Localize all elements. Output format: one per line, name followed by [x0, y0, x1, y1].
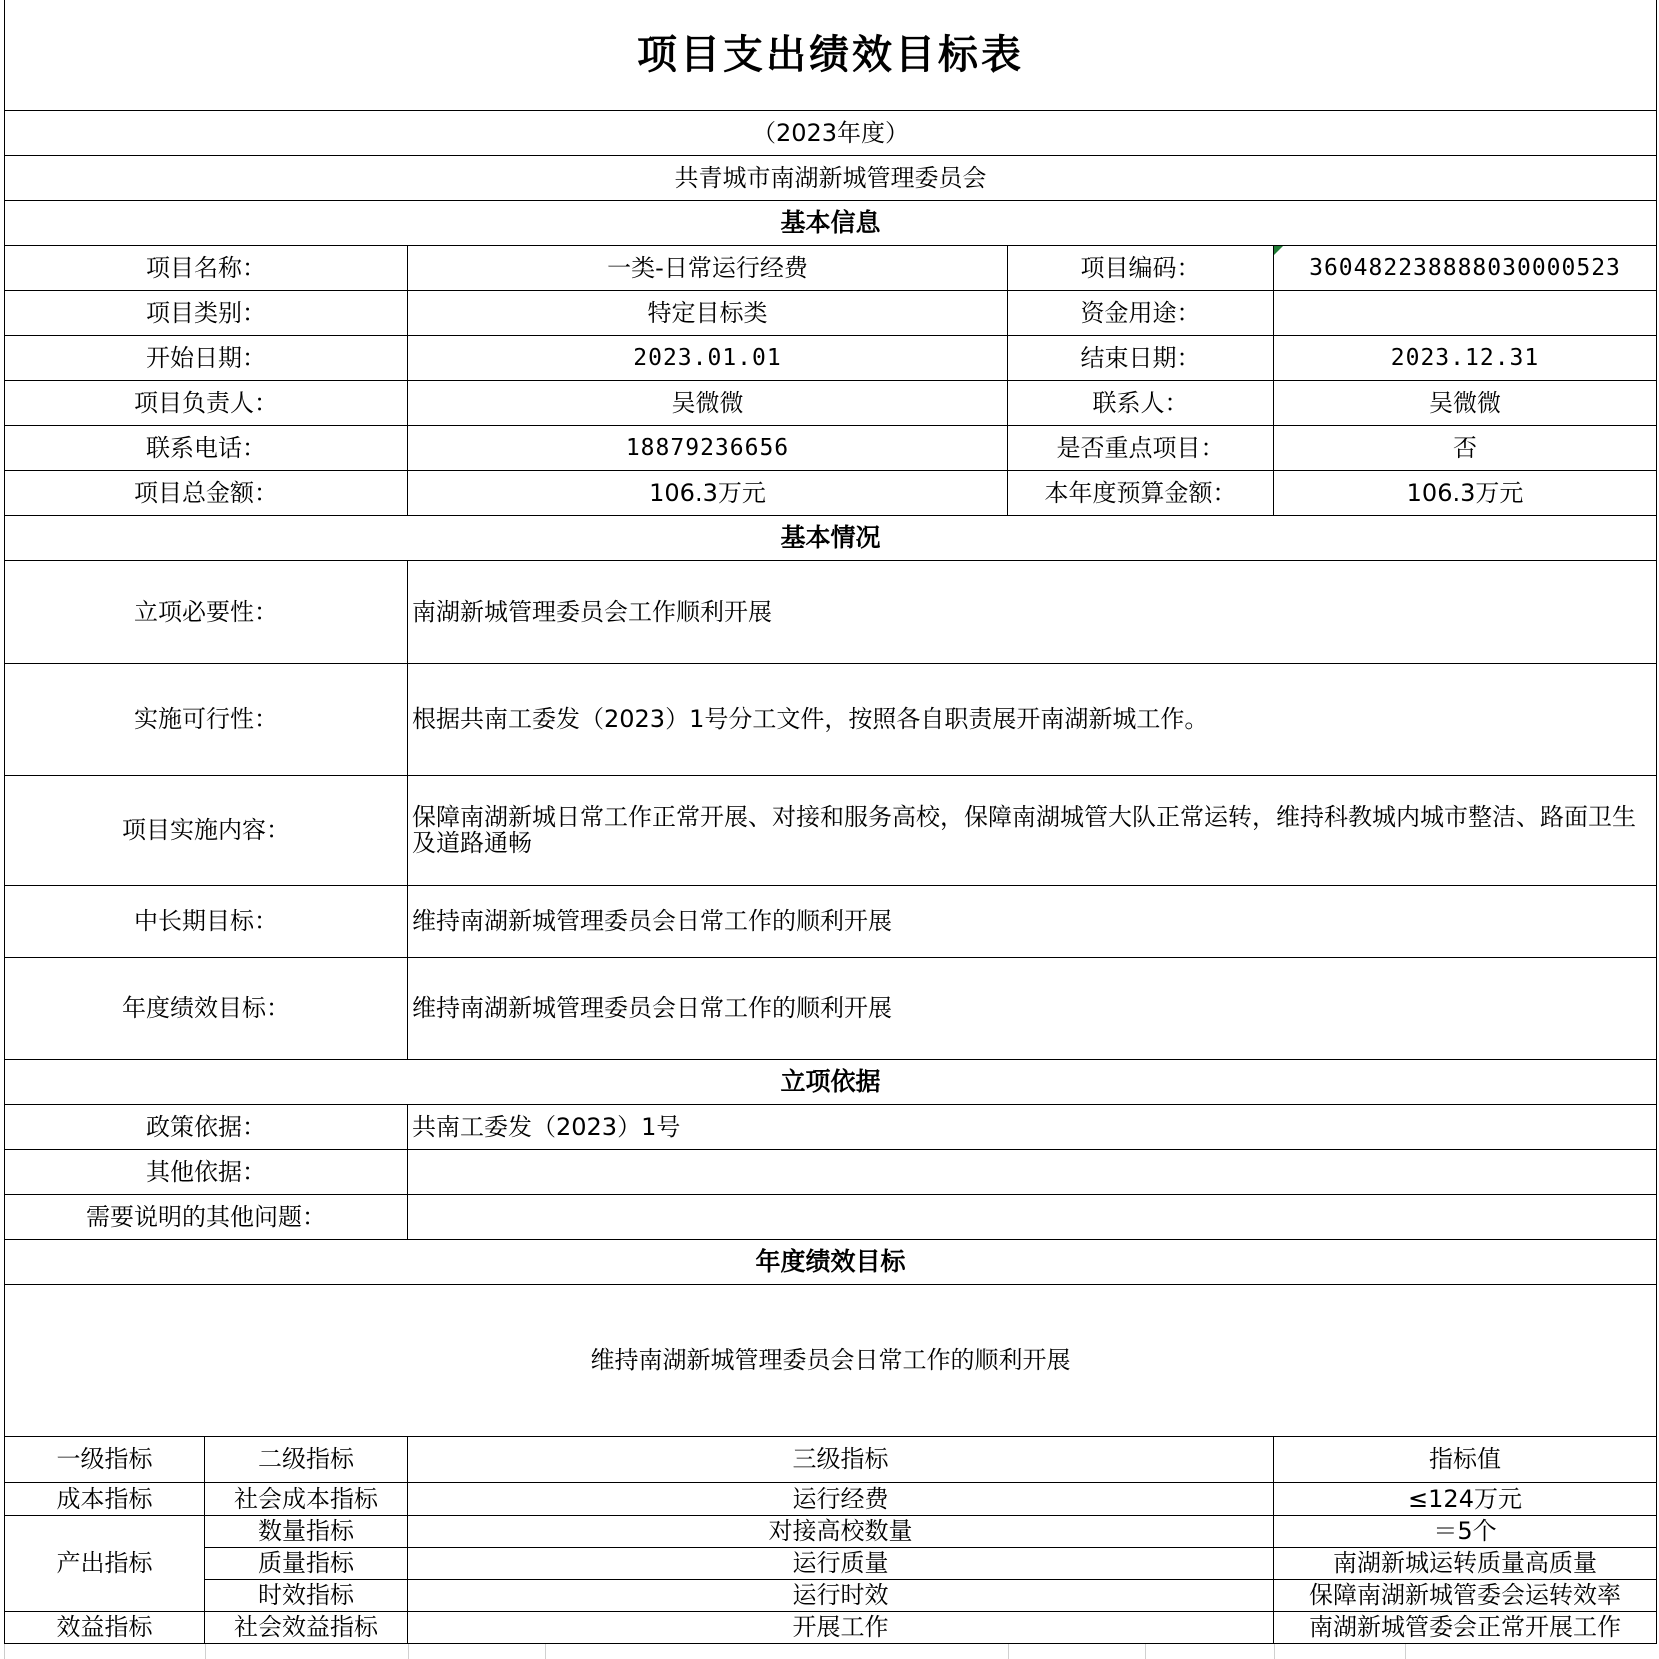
level1-benefit: 效益指标 [5, 1611, 205, 1643]
value-long-term-goal[interactable]: 维持南湖新城管理委员会日常工作的顺利开展 [408, 885, 1657, 957]
level2-cell: 社会成本指标 [205, 1482, 408, 1515]
spreadsheet [4, 0, 1656, 1659]
value-end-date[interactable]: 2023.12.31 [1274, 335, 1657, 380]
label-phone: 联系电话： [5, 425, 408, 470]
level3-cell: 运行时效 [408, 1579, 1274, 1611]
label-other-issues: 需要说明的其他问题： [5, 1194, 408, 1239]
indicator-value[interactable]: 保障南湖新城管委会运转效率 [1274, 1579, 1657, 1611]
label-implementation: 项目实施内容： [5, 775, 408, 885]
level2-cell: 质量指标 [205, 1547, 408, 1579]
value-feasibility[interactable]: 根据共南工委发（2023）1号分工文件，按照各自职责展开南湖新城工作。 [408, 663, 1657, 775]
level3-cell: 对接高校数量 [408, 1515, 1274, 1547]
label-end-date: 结束日期： [1008, 335, 1274, 380]
label-project-name: 项目名称： [5, 245, 408, 290]
label-project-category: 项目类别： [5, 290, 408, 335]
value-project-leader[interactable]: 吴微微 [408, 380, 1008, 425]
level2-cell: 数量指标 [205, 1515, 408, 1547]
indicator-value[interactable]: 南湖新城运转质量高质量 [1274, 1547, 1657, 1579]
grid-line [205, 1644, 206, 1659]
comment-marker-icon [1274, 246, 1283, 255]
section-basic-info: 基本信息 [5, 200, 1657, 245]
label-feasibility: 实施可行性： [5, 663, 408, 775]
level2-cell: 社会效益指标 [205, 1611, 408, 1643]
label-policy-basis: 政策依据： [5, 1104, 408, 1149]
label-start-date: 开始日期： [5, 335, 408, 380]
section-annual-goal: 年度绩效目标 [5, 1239, 1657, 1284]
indicator-value[interactable]: 南湖新城管委会正常开展工作 [1274, 1611, 1657, 1643]
value-project-name[interactable]: 一类-日常运行经费 [408, 245, 1008, 290]
grid-line [1145, 1644, 1146, 1659]
grid-line [1405, 1644, 1406, 1659]
grid-line [545, 1644, 546, 1659]
grid-line [1274, 1644, 1275, 1659]
label-long-term-goal: 中长期目标： [5, 885, 408, 957]
value-project-category[interactable]: 特定目标类 [408, 290, 1008, 335]
header-value: 指标值 [1274, 1436, 1657, 1482]
organization-name: 共青城市南湖新城管理委员会 [5, 155, 1657, 200]
label-total-amount: 项目总金额： [5, 470, 408, 515]
level2-cell: 时效指标 [205, 1579, 408, 1611]
value-project-code[interactable] [1274, 245, 1657, 290]
year-label: （2023年度） [5, 110, 1657, 155]
value-necessity[interactable]: 南湖新城管理委员会工作顺利开展 [408, 560, 1657, 663]
value-implementation[interactable]: 保障南湖新城日常工作正常开展、对接和服务高校，保障南湖城管大队正常运转，维持科教城内城市整洁、路面卫生及道路通畅 [408, 775, 1657, 885]
label-key-project: 是否重点项目： [1008, 425, 1274, 470]
section-basic-situation: 基本情况 [5, 515, 1657, 560]
value-other-issues[interactable] [408, 1194, 1657, 1239]
label-annual-target: 年度绩效目标： [5, 957, 408, 1059]
value-contact-person[interactable]: 吴微微 [1274, 380, 1657, 425]
value-key-project[interactable]: 否 [1274, 425, 1657, 470]
header-level3: 三级指标 [408, 1436, 1274, 1482]
grid-line [1008, 1644, 1009, 1659]
value-start-date[interactable]: 2023.01.01 [408, 335, 1008, 380]
value-other-basis[interactable] [408, 1149, 1657, 1194]
header-level2: 二级指标 [205, 1436, 408, 1482]
level1-cost: 成本指标 [5, 1482, 205, 1515]
label-project-code: 项目编码： [1008, 245, 1274, 290]
value-phone[interactable]: 18879236656 [408, 425, 1008, 470]
table-title: 项目支出绩效目标表 [5, 0, 1657, 110]
level3-cell: 运行经费 [408, 1482, 1274, 1515]
value-total-amount[interactable]: 106.3万元 [408, 470, 1008, 515]
value-fund-usage[interactable] [1274, 290, 1657, 335]
label-other-basis: 其他依据： [5, 1149, 408, 1194]
empty-row-strip [4, 1644, 1657, 1659]
label-fund-usage: 资金用途： [1008, 290, 1274, 335]
level3-cell: 开展工作 [408, 1611, 1274, 1643]
grid-line [408, 1644, 409, 1659]
indicator-value[interactable]: ≤124万元 [1274, 1482, 1657, 1515]
performance-target-table [4, 0, 1657, 1644]
header-level1: 一级指标 [5, 1436, 205, 1482]
label-annual-budget: 本年度预算金额： [1008, 470, 1274, 515]
value-project-code-text: 360482238888030000523 [1309, 254, 1621, 281]
value-annual-target[interactable]: 维持南湖新城管理委员会日常工作的顺利开展 [408, 957, 1657, 1059]
label-contact-person: 联系人： [1008, 380, 1274, 425]
indicator-value[interactable]: ＝5个 [1274, 1515, 1657, 1547]
section-basis: 立项依据 [5, 1059, 1657, 1104]
label-project-leader: 项目负责人： [5, 380, 408, 425]
level1-output: 产出指标 [5, 1515, 205, 1611]
annual-goal-text[interactable]: 维持南湖新城管理委员会日常工作的顺利开展 [5, 1284, 1657, 1436]
label-necessity: 立项必要性： [5, 560, 408, 663]
value-policy-basis[interactable]: 共南工委发（2023）1号 [408, 1104, 1657, 1149]
level3-cell: 运行质量 [408, 1547, 1274, 1579]
value-annual-budget[interactable]: 106.3万元 [1274, 470, 1657, 515]
